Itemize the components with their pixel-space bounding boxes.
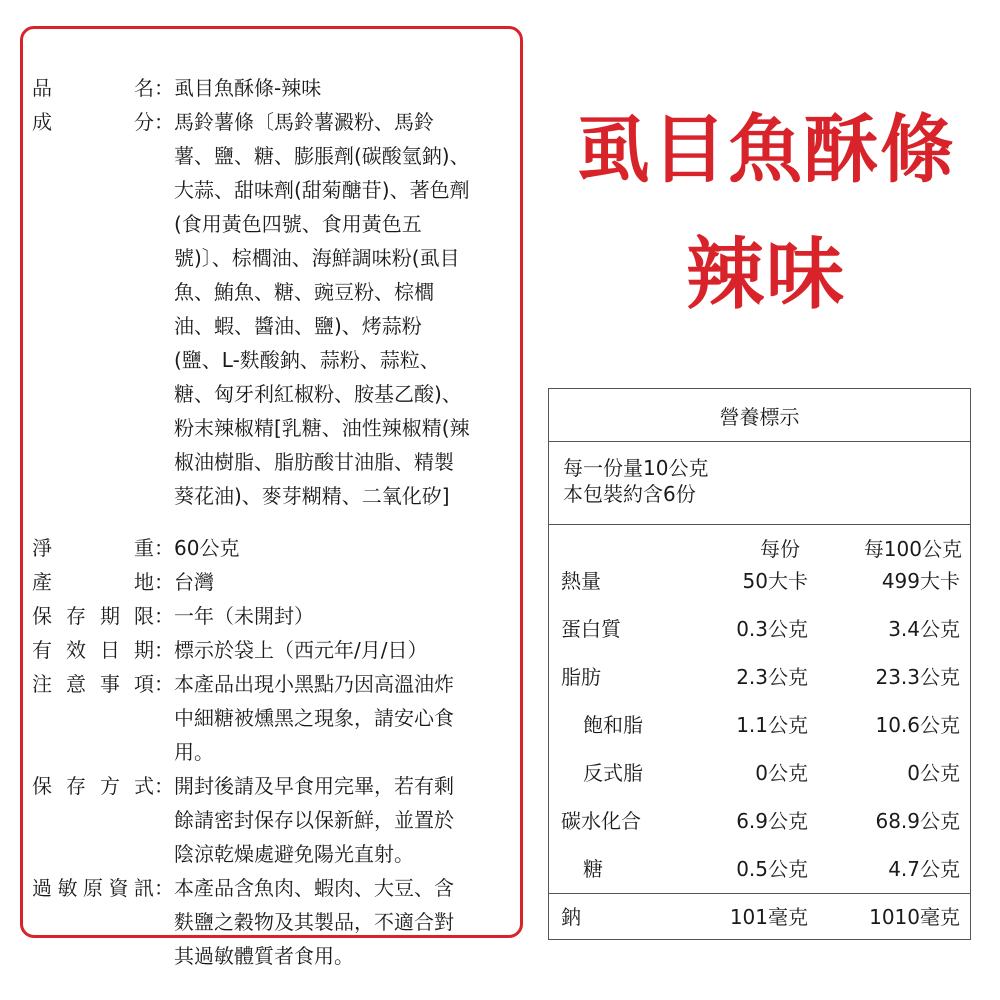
info-value-line: 本產品出現小黑點乃因高溫油炸 — [174, 672, 454, 696]
info-value-line: 粉末辣椒精[乳糖、油性辣椒精(辣 — [174, 416, 470, 440]
info-label-char: 保 — [32, 774, 52, 798]
nutrient-per-serving: 6.9公克 — [736, 809, 808, 833]
nutrient-per-100g: 3.4公克 — [888, 617, 960, 641]
info-value-line: 60公克 — [174, 536, 240, 560]
info-colon: ： — [154, 76, 174, 100]
nutrient-per-serving: 2.3公克 — [736, 665, 808, 689]
info-value-line: 糖、匈牙利紅椒粉、胺基乙酸)、 — [174, 382, 462, 406]
info-label-char: 品 — [32, 76, 52, 100]
info-colon: ： — [154, 604, 174, 628]
info-label — [32, 871, 154, 905]
nutrition-table — [548, 388, 971, 940]
info-value-line: 椒油樹脂、脂肪酸甘油脂、精製 — [174, 450, 454, 474]
info-label — [32, 599, 154, 633]
product-flavor: 辣味 — [685, 230, 846, 320]
info-value-line: 開封後請及早食用完畢，若有剩 — [174, 774, 454, 798]
nutrient-name: 熱量 — [561, 569, 601, 593]
serving-info — [549, 441, 970, 525]
servings-per-pack: 本包裝約含6份 — [563, 482, 696, 506]
nutrient-name: 反式脂 — [583, 761, 643, 785]
info-value-line: 一年（未開封） — [174, 604, 314, 628]
nutrition-row — [549, 653, 970, 701]
nutrient-per-100g: 23.3公克 — [875, 665, 960, 689]
info-label-char: 存 — [66, 604, 86, 628]
nutrient-name: 脂肪 — [561, 665, 601, 689]
nutrient-name: 碳水化合 — [561, 809, 641, 833]
nutrition-row — [549, 893, 970, 941]
info-value-line: 葵花油)、麥芽糊精、二氧化矽] — [174, 484, 450, 508]
info-label-char: 項 — [134, 672, 154, 696]
nutrient-name: 鈉 — [561, 905, 581, 929]
nutrient-name: 蛋白質 — [561, 617, 621, 641]
info-value — [174, 71, 321, 105]
info-value — [174, 599, 314, 633]
product-title: 虱目魚酥條 — [576, 107, 956, 193]
info-value-line: 其過敏體質者食用。 — [174, 944, 354, 968]
info-label-char: 資 — [108, 876, 129, 900]
info-label-char: 保 — [32, 604, 52, 628]
info-label-char: 產 — [32, 570, 52, 594]
col-per-100g: 每100公克 — [863, 537, 962, 561]
info-label-char: 方 — [100, 774, 120, 798]
nutrition-row — [549, 701, 970, 749]
info-value-line: 標示於袋上（西元年/月/日） — [174, 638, 428, 662]
nutrition-heading: 營養標示 — [549, 389, 970, 442]
info-value — [174, 565, 214, 599]
info-value-line: (鹽、L-麩酸鈉、蒜粉、蒜粒、 — [174, 348, 440, 372]
info-label-char: 事 — [100, 672, 120, 696]
info-label-char: 意 — [66, 672, 86, 696]
info-value-line: 號)〕、棕櫚油、海鮮調味粉(虱目 — [174, 246, 460, 270]
nutrient-per-100g: 10.6公克 — [875, 713, 960, 737]
info-value-line: 虱目魚酥條-辣味 — [174, 76, 322, 100]
info-label-char: 分 — [134, 110, 154, 134]
info-label — [32, 565, 154, 599]
nutrient-per-100g: 499大卡 — [881, 569, 960, 593]
nutrition-row — [549, 557, 970, 605]
info-colon: ： — [154, 110, 174, 134]
info-value — [174, 105, 470, 513]
info-colon: ： — [154, 774, 174, 798]
nutrient-per-serving: 0.3公克 — [736, 617, 808, 641]
nutrition-row — [549, 749, 970, 797]
col-per-serving: 每份 — [760, 537, 800, 561]
nutrient-per-100g: 1010毫克 — [869, 905, 960, 929]
info-value-line: 台灣 — [174, 570, 214, 594]
info-label-char: 過 — [32, 876, 52, 900]
info-label-char: 期 — [134, 638, 154, 662]
info-value-line: 用。 — [174, 740, 214, 764]
info-label-char: 存 — [66, 774, 86, 798]
info-label-char: 原 — [83, 876, 103, 900]
info-value-line: 大蒜、甜味劑(甜菊醣苷)、著色劑 — [174, 178, 470, 202]
info-label-char: 地 — [134, 570, 154, 594]
info-value — [174, 871, 454, 973]
info-label-char: 日 — [100, 638, 120, 662]
info-value-line: 魚、鮪魚、糖、豌豆粉、棕櫚 — [174, 280, 434, 304]
info-value-line: 麩鹽之穀物及其製品，不適合對 — [174, 910, 454, 934]
info-value-line: 油、蝦、醬油、鹽)、烤蒜粉 — [174, 314, 422, 338]
info-value-line: 馬鈴薯條〔馬鈴薯澱粉、馬鈴 — [174, 110, 434, 134]
serving-size: 每一份量10公克 — [563, 456, 709, 480]
info-value-line: 中細糖被燻黑之現象，請安心食 — [174, 706, 454, 730]
nutrition-divider — [549, 893, 970, 894]
nutrient-per-serving: 0.5公克 — [736, 857, 808, 881]
info-label-char: 重 — [134, 536, 154, 560]
info-colon: ： — [154, 638, 174, 662]
info-label-char: 注 — [32, 672, 52, 696]
nutrient-per-100g: 0公克 — [907, 761, 960, 785]
info-value — [174, 633, 427, 667]
info-label — [32, 531, 154, 565]
nutrient-per-serving: 101毫克 — [729, 905, 808, 929]
nutrition-row — [549, 797, 970, 845]
nutrition-row — [549, 845, 970, 893]
info-value — [174, 667, 454, 769]
info-label-char: 成 — [32, 110, 52, 134]
info-value-line: 餘請密封保存以保新鮮，並置於 — [174, 808, 454, 832]
info-value-line: 薯、鹽、糖、膨脹劑(碳酸氫鈉)、 — [174, 144, 470, 168]
info-label — [32, 769, 154, 803]
info-label — [32, 633, 154, 667]
nutrient-per-100g: 4.7公克 — [888, 857, 960, 881]
info-label-char: 淨 — [32, 536, 52, 560]
info-label — [32, 71, 154, 105]
info-label-char: 效 — [66, 638, 86, 662]
info-label-char: 式 — [134, 774, 154, 798]
nutrient-name: 飽和脂 — [583, 713, 643, 737]
nutrition-row — [549, 605, 970, 653]
info-label — [32, 105, 154, 139]
nutrient-per-serving: 50大卡 — [742, 569, 808, 593]
nutrient-per-serving: 1.1公克 — [736, 713, 808, 737]
info-label-char: 敏 — [57, 876, 78, 900]
info-label — [32, 667, 154, 701]
info-colon: ： — [154, 536, 174, 560]
info-label-char: 訊 — [134, 876, 154, 900]
info-label-char: 有 — [32, 638, 52, 662]
info-label-char: 限 — [134, 604, 154, 628]
nutrient-per-serving: 0公克 — [755, 761, 808, 785]
info-value-line: (食用黃色四號、食用黃色五 — [174, 212, 422, 236]
info-value-line: 本產品含魚肉、蝦肉、大豆、含 — [174, 876, 454, 900]
nutrient-name: 糖 — [583, 857, 603, 881]
info-colon: ： — [154, 876, 174, 900]
info-label-char: 期 — [100, 604, 120, 628]
info-value-line: 陰涼乾燥處避免陽光直射。 — [174, 842, 414, 866]
info-colon: ： — [154, 570, 174, 594]
info-value — [174, 531, 239, 565]
info-value — [174, 769, 454, 871]
info-label-char: 名 — [134, 76, 154, 100]
nutrient-per-100g: 68.9公克 — [875, 809, 960, 833]
info-colon: ： — [154, 672, 174, 696]
